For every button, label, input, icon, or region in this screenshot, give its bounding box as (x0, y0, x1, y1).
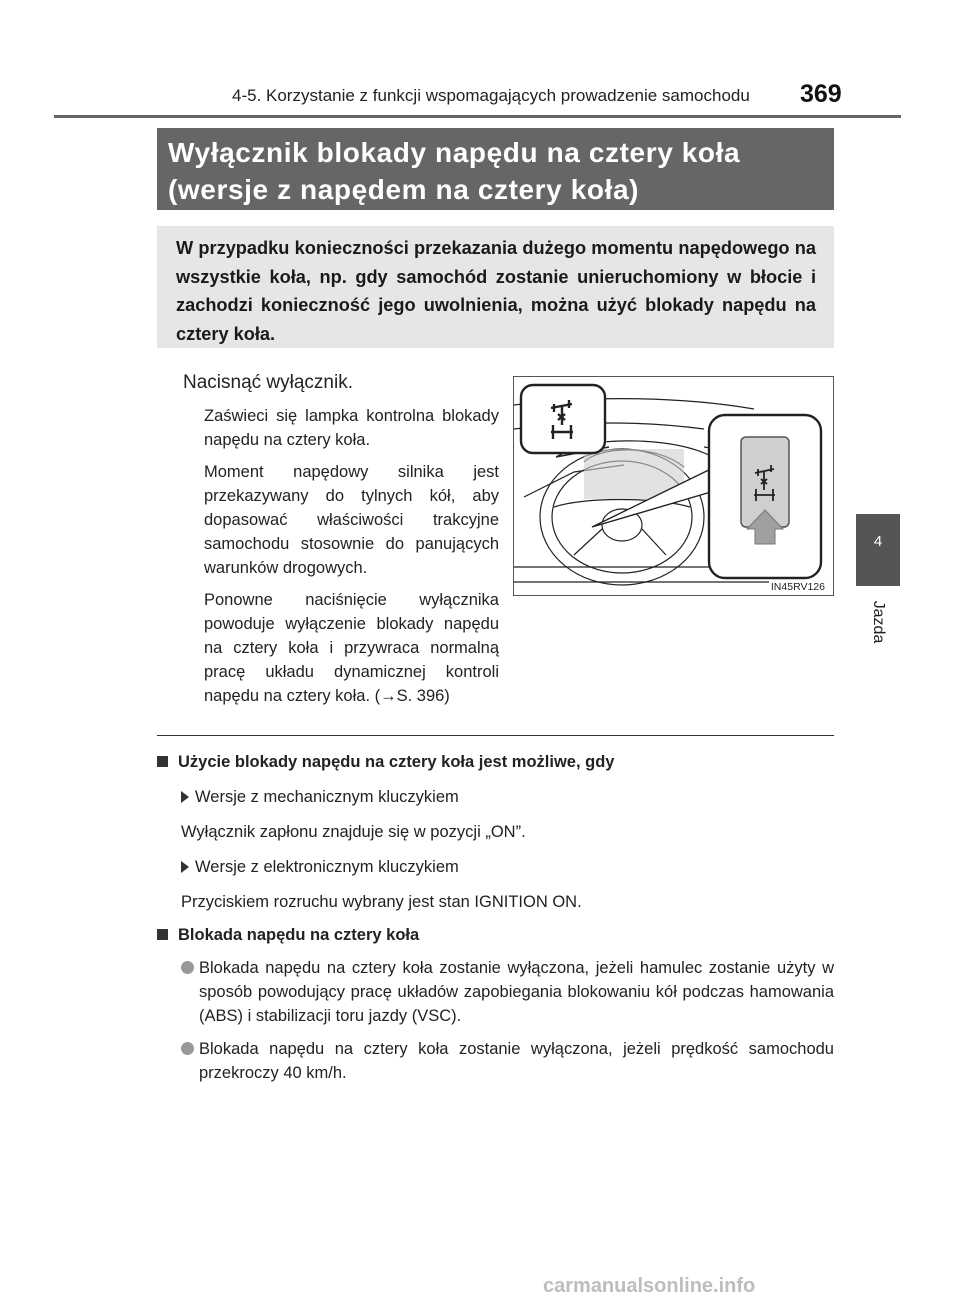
chapter-tab[interactable] (856, 514, 900, 586)
square-bullet-icon (157, 929, 168, 940)
triangle-bullet-icon (181, 861, 189, 873)
section-title-line-2: (wersje z napędem na cztery koła) (168, 174, 640, 205)
chapter-label-text: Jazda (870, 600, 887, 644)
header-rule (54, 115, 901, 118)
triangle-bullet-icon (181, 791, 189, 803)
step-notes (204, 404, 499, 716)
header-section-title: 4-5. Korzystanie z funkcji wspomagających prowadzenie samochodu (232, 86, 750, 105)
mechanical-key-label: Wersje z mechanicznym kluczykiem (195, 788, 459, 806)
mechanical-key-text: Wyłącznik zapłonu znajduje się w pozycji „ON”. (181, 823, 526, 841)
lock-bullet (157, 956, 834, 1028)
lock-heading-text: Blokada napędu na cztery koła (178, 926, 420, 944)
step-note: Ponowne naciśnięcie wyłącznika powoduje wyłączenie blokady napędu na cztery koła i przywraca normalną pracę układu dynamicznej kontroli napędu na cztery koła. (→S. 396) (204, 591, 499, 705)
lock-bullet-text: Blokada napędu na cztery koła zostanie wyłączona, jeżeli prędkość samochodu przekroczy 40 km/h. (199, 1040, 834, 1082)
conditions-heading-text: Użycie blokady napędu na cztery koła jest możliwe, gdy (178, 753, 615, 771)
circle-bullet-icon (181, 1042, 194, 1055)
illustration-code: IN45RV126 (770, 581, 825, 593)
intro-box: W przypadku konieczności przekazania dużego momentu napędowego na wszystkie koła, np. gdy samochód zostanie unieruchomiony w błocie i zachodzi konieczność jego uwolnienia, można użyć blokady napędu na cztery koła. (157, 226, 834, 348)
section-title (157, 128, 834, 210)
lock-bullet-text: Blokada napędu na cztery koła zostanie wyłączona, jeżeli hamulec zostanie użyty w sposób powodujący pracę układów zapobiegania blokowaniu kół podczas hamowania (ABS) i stabilizacji toru jazdy (VSC). (199, 959, 834, 1025)
electronic-key-label: Wersje z elektronicznym kluczykiem (195, 858, 459, 876)
section-divider (157, 735, 834, 736)
conditions-section (157, 744, 834, 1085)
step-note: Moment napędowy silnika jest przekazywany do tylnych kół, aby dopasować właściwości trakcyjne samochodu stosownie do panujących warunków drogowych. (204, 463, 499, 577)
chapter-number: 4 (873, 533, 883, 550)
chapter-label (856, 592, 900, 652)
dashboard-illustration (513, 376, 834, 596)
lock-bullet (157, 1037, 834, 1085)
dashboard-drawing (514, 377, 834, 596)
section-title-line-1: Wyłącznik blokady napędu na cztery koła (168, 137, 741, 168)
step-title: Nacisnąć wyłącznik. (183, 372, 353, 393)
step-note: Zaświeci się lampka kontrolna blokady napędu na cztery koła. (204, 407, 499, 449)
electronic-key-text: Przyciskiem rozruchu wybrany jest stan IGNITION ON. (181, 893, 582, 911)
conditions-heading (157, 750, 834, 774)
square-bullet-icon (157, 756, 168, 767)
lock-heading (157, 923, 834, 947)
mechanical-key-heading (181, 785, 834, 809)
page-number: 369 (800, 80, 842, 108)
watermark: carmanualsonline.info (543, 1275, 756, 1297)
electronic-key-heading (181, 855, 834, 879)
circle-bullet-icon (181, 961, 194, 974)
